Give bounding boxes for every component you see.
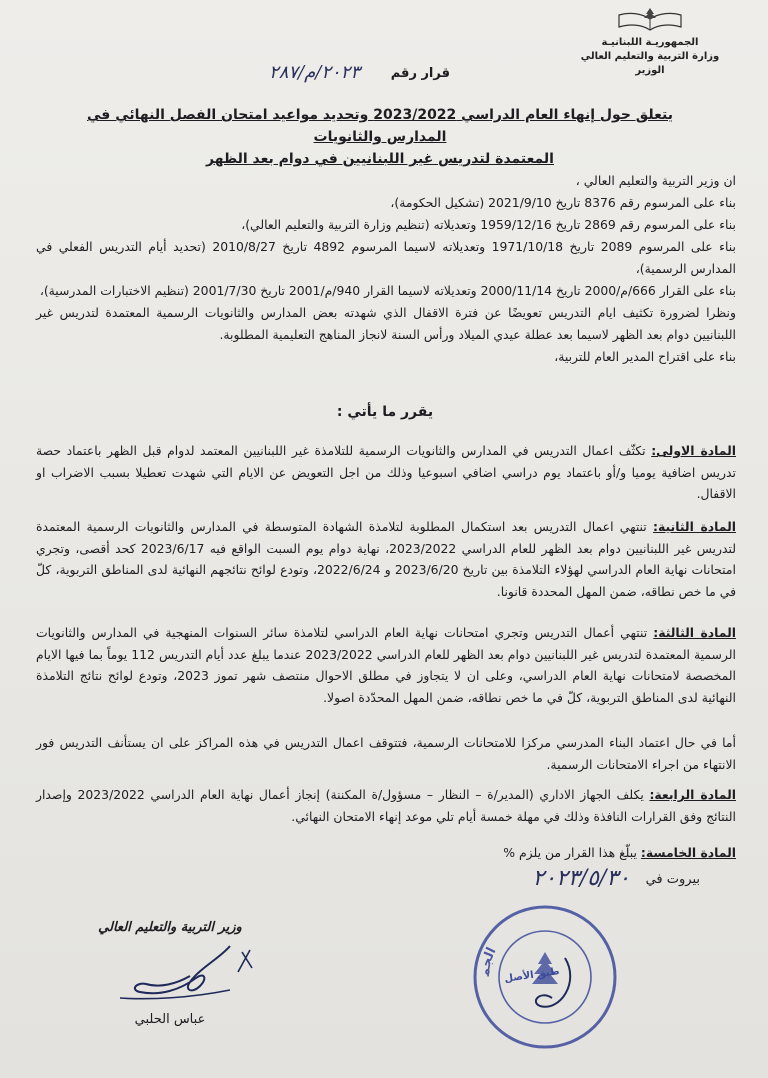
preamble-line: بناء على القرار 666/م/2000 تاريخ 2000/11/14 وتعديلاته لاسيما القرار 940/م/2001 تاريخ 2001/7/30 (تنظيم الاختبارات المدرسية)،	[39, 283, 736, 298]
subject-line-1: يتعلق حول إنهاء العام الدراسي 2023/2022 وتحديد مواعيد امتحان الفصل النهائي في المدارس والثانويات	[86, 107, 674, 145]
preamble-line: ونظرا لضرورة تكثيف ايام التدريس تعويضًا عن فترة الاقفال الذي شهدته بعض المدارس والثانويات الرسمية المعتمدة لتدريس غير اللبنانيين دوام بعد الظهر لاسيما بعد عطلة عيدي الميلاد ورأس السنة لانجاز المناهج التعليمية المطلوبة.	[36, 305, 736, 342]
article-5	[36, 842, 736, 864]
article-3	[36, 622, 736, 708]
letterhead	[560, 6, 740, 78]
stamp-ring-text: الجم	[477, 945, 500, 977]
decision-label: قرار رقم	[390, 66, 450, 81]
letterhead-country: الجمهوريـة اللبنانيـة	[601, 37, 699, 48]
article-2	[36, 516, 736, 602]
open-book-cedar-icon	[615, 6, 685, 34]
subject-line-2: المعتمدة لتدريس غير اللبنانيين في دوام بعد الظهر	[206, 151, 554, 167]
letterhead-ministry: وزارة التربية والتعليم العالي	[580, 51, 720, 62]
article-3-text: تنتهي أعمال التدريس وتجري امتحانات نهاية العام الدراسي لتلامذة سائر السنوات المنهجية في المدارس والثانويات الرسمية المعتمدة لتدريس غير اللبنانيين دوام بعد الظهر للعام الدراسي 2023/2022 عندما يبلغ عدد أيام التدريس 112 يوماً بما فيها الايام المخصصة لامتحانات نهاية العام الدراسي، وعلى ان لا يتجاوز في مطلق الاحوال منتصف شهر تموز 2023، وتودع لوائح نتائج التلامذة النهائية لدى المناطق التربوية، كلّ في ما خص نطاقه، ضمن المهل المحدّدة اصولا.	[36, 625, 736, 705]
letterhead-minister: الوزير	[635, 65, 665, 76]
preamble-line: بناء على المرسوم رقم 8376 تاريخ 2021/9/10 (تشكيل الحكومة)،	[390, 195, 736, 210]
article-4-title: المادة الرابعة:	[649, 787, 736, 802]
document-subject	[60, 104, 700, 170]
preamble-line: بناء على المرسوم رقم 2869 تاريخ 1959/12/16 وتعديلاته (تنظيم وزارة التربية والتعليم العالي)،	[241, 217, 736, 232]
signatory-name: عباس الحلبي	[134, 1012, 206, 1027]
article-5-text: يبلّغ هذا القرار من يلزم %	[503, 845, 637, 860]
decision-number: ٢٠٢٣/م/٢٨٧	[269, 62, 360, 83]
article-1-title: المادة الاولى:	[651, 443, 736, 458]
handwritten-date: ٢٠٢٣/٥/٣٠	[532, 866, 630, 891]
article-4	[36, 784, 736, 827]
article-4-text: يكلف الجهاز الاداري (المدير/ة – النظار – مسؤول/ة المكننة) إنجاز أعمال نهاية العام الدراسي 2023/2022 وإصدار النتائج وفق القرارات النافذة وذلك في مهلة خمسة أيام تلي موعد إنهاء الامتحان النهائي.	[36, 787, 736, 824]
signature-icon	[80, 938, 280, 1008]
place-label: بيروت في	[645, 872, 700, 887]
stamp-certified-text: طبق الأصل	[503, 966, 561, 985]
preamble-line: بناء على المرسوم 2089 تاريخ 1971/10/18 وتعديلاته لاسيما المرسوم 4892 تاريخ 2010/8/27 (تحديد أيام التدريس الفعلي في المدارس الرسمية)،	[36, 239, 736, 276]
article-3-paragraph-2	[36, 732, 736, 775]
article-1-text: تكثّف اعمال التدريس في المدارس والثانويات الرسمية للتلامذة غير اللبنانيين المعتمد لدوام قبل الظهر باعتماد حصة تدريس اضافية يوميا و/أو باعتماد يوم دراسي اضافي اسبوعيا وذلك من اجل التعويض عن الايام التي شهدت تعطيلا بسبب الاضراب او الاقفال.	[36, 443, 736, 501]
decision-number-row	[160, 62, 450, 92]
preamble-line: بناء على اقتراح المدير العام للتربية،	[554, 349, 736, 364]
official-stamp	[470, 902, 620, 1052]
preamble	[36, 170, 736, 368]
preamble-line: ان وزير التربية والتعليم العالي ،	[575, 173, 736, 188]
article-3-title: المادة الثالثة:	[653, 625, 736, 640]
article-5-title: المادة الخامسة:	[640, 845, 736, 860]
place-date	[220, 866, 700, 906]
decides-heading: يقرر ما يأتي :	[336, 404, 434, 420]
signatory-title: وزير التربية والتعليم العالي	[98, 920, 242, 935]
article-2-title: المادة الثانية:	[653, 519, 736, 534]
article-1	[36, 440, 736, 505]
article-2-text: تنتهي اعمال التدريس بعد استكمال المطلوبة لتلامذة الشهادة المتوسطة في المدارس والثانويات الرسمية المعتمدة لتدريس غير اللبنانيين دوام بعد الظهر للعام الدراسي 2023/2022، نهاية دوام يوم السبت الواقع فيه 2023/6/17 كحد أقصى، وتجري امتحانات نهاية العام الدراسي لهؤلاء التلامذة بين تاريخ 2023/6/20 و 2022/6/24، وتودع لوائح نتائجهم النهائية لدى المناطق التربوية، كلّ في ما خص نطاقه، ضمن المهل المحددة قانونا.	[36, 519, 736, 599]
article-3-text-2: أما في حال اعتماد البناء المدرسي مركزا للامتحانات الرسمية، فتتوقف اعمال التدريس في هذه المراكز على ان يستأنف التدريس فور الانتهاء من اجراء الامتحانات الرسمية.	[36, 735, 736, 772]
